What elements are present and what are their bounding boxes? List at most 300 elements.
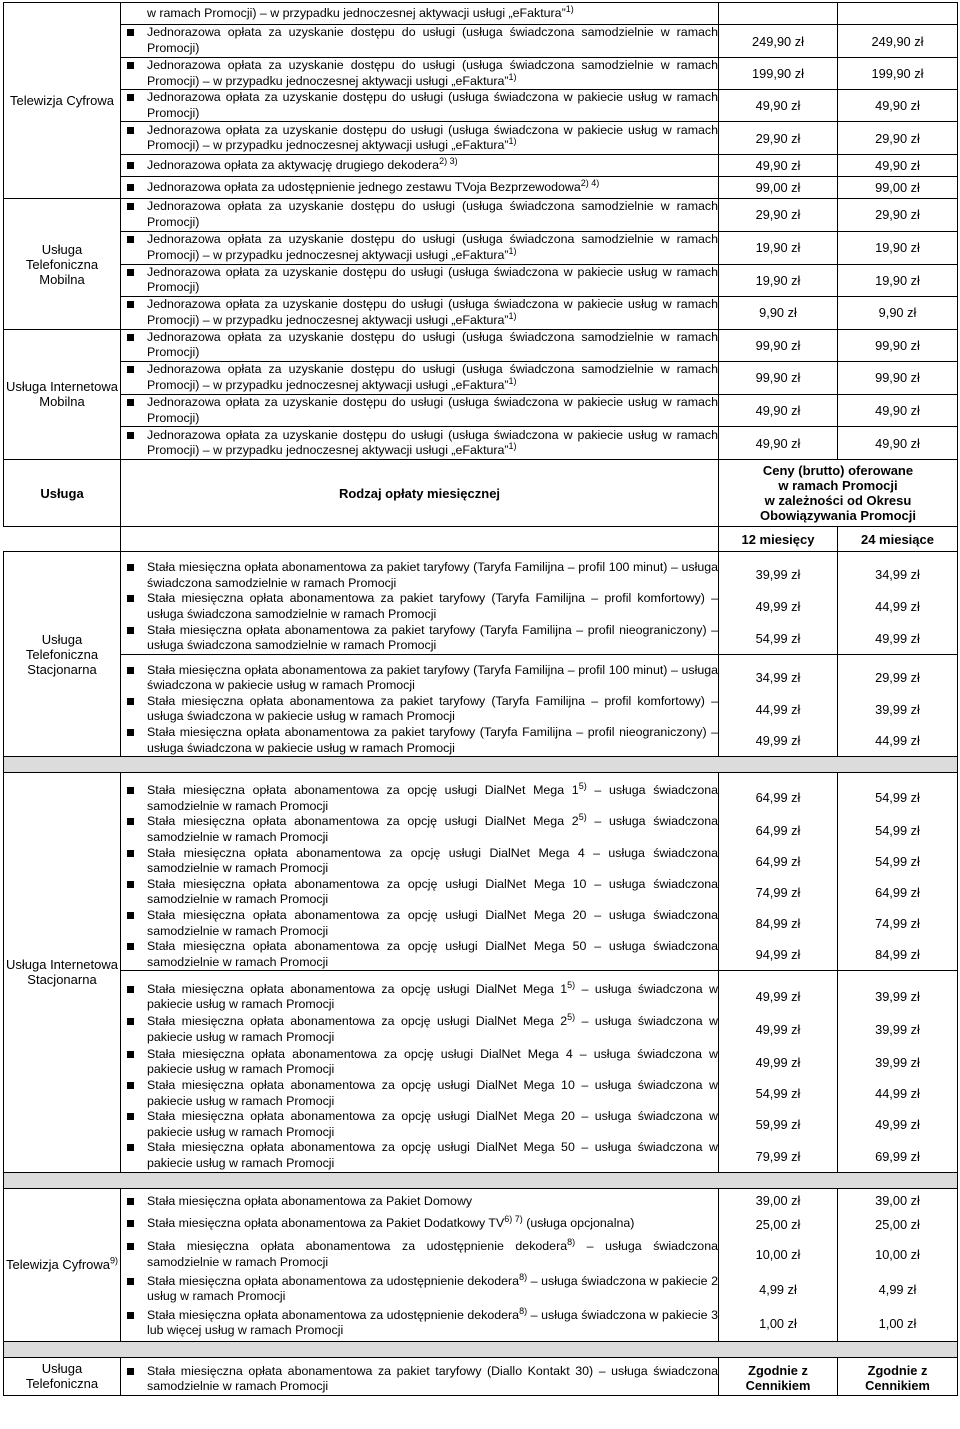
price-value: 54,99 zł	[875, 790, 920, 806]
fee-description	[121, 939, 719, 971]
fee-list	[121, 232, 718, 263]
fee-description	[121, 122, 719, 155]
prices-header-line: w zależności od Okresu	[764, 493, 912, 509]
price-12	[719, 939, 838, 971]
fee-description	[121, 1272, 719, 1306]
price-value: 49,99 zł	[755, 599, 801, 615]
price-24: 199,90 zł	[838, 58, 958, 90]
list-item	[121, 123, 718, 154]
price-24: 99,00 zł	[838, 177, 958, 199]
price-12: 249,90 zł	[719, 25, 838, 58]
item-text-tail: – usługa świadczona w pakiecie usług w ramach Promocji	[147, 1014, 718, 1044]
fee-list	[121, 58, 718, 89]
footnote-ref: 1)	[508, 71, 517, 82]
price-24	[838, 1188, 958, 1211]
price-value: 64,99 zł	[755, 790, 801, 806]
list-item	[121, 58, 718, 89]
price-24	[838, 877, 958, 908]
item-text: Stała miesięczna opłata abonamentowa za opcję usługi DialNet Mega 4 – usługa świadczona samodzielnie w ramach Promocji	[147, 845, 718, 876]
item-text: Stała miesięczna opłata abonamentowa za opcję usługi DialNet Mega 10 – usługa świadczona w pakiecie usług w ramach Promocji	[147, 1078, 718, 1108]
bullet-icon	[127, 698, 134, 705]
item-text-tail: – usługa świadczona w pakiecie 3 lub więcej usług w ramach Promocji	[147, 1307, 718, 1338]
service-name-text: Usługa Internetowa Stacjonarna	[5, 957, 118, 988]
footnote-ref: 1)	[565, 3, 574, 14]
price-12: 49,90 zł	[719, 427, 838, 460]
service-name: Usługa Internetowa Mobilna	[4, 329, 121, 459]
price-value: 10,00 zł	[875, 1247, 920, 1263]
bullet-icon	[127, 184, 134, 191]
table-row	[4, 1140, 958, 1172]
list-item	[121, 90, 718, 121]
price-value: 44,99 zł	[755, 701, 801, 717]
item-text: Stała miesięczna opłata abonamentowa za pakiet taryfowy (Taryfa Familijna – profil nieograniczony) – usługa świadczona w pakiecie usług w ramach Promocji	[147, 725, 718, 755]
footnote-ref: 6) 7)	[504, 1214, 523, 1225]
table-row	[4, 908, 958, 939]
price-12	[719, 591, 838, 622]
item-text: Jednorazowa opłata za aktywację drugiego dekodera	[147, 158, 440, 173]
price-24	[838, 846, 958, 877]
table-row	[4, 846, 958, 877]
footnote-ref: 1)	[508, 310, 517, 321]
fee-list	[121, 25, 718, 56]
bullet-icon	[127, 162, 134, 169]
bullet-icon	[127, 127, 134, 134]
blank-cell	[121, 527, 719, 552]
fee-description	[121, 155, 719, 177]
price-24	[838, 939, 958, 971]
header-row	[4, 460, 958, 527]
price-value: 39,00 zł	[875, 1193, 920, 1209]
item-text-tail: – usługa świadczona w pakiecie 2 usług w ramach Promocji	[147, 1273, 718, 1304]
section-separator	[4, 757, 958, 773]
price-12	[719, 725, 838, 757]
fee-list	[121, 979, 718, 1013]
price-12	[719, 1306, 838, 1341]
price-12	[719, 654, 838, 694]
fee-description	[121, 654, 719, 694]
bullet-icon	[127, 203, 134, 210]
fee-description	[121, 361, 719, 394]
footnote-ref: 5)	[567, 1012, 576, 1023]
bullet-icon	[127, 62, 134, 69]
list-item	[121, 1047, 718, 1078]
service-name	[4, 773, 121, 1172]
item-text: Stała miesięczna opłata abonamentowa za opcję usługi DialNet Mega 50 – usługa świadczona samodzielnie w ramach Promocji	[147, 939, 718, 969]
price-value: 25,00 zł	[755, 1216, 801, 1232]
fee-description	[121, 846, 719, 877]
table-row	[4, 122, 958, 155]
item-text: Stała miesięczna opłata abonamentowa za pakiet taryfowy (Taryfa Familijna – profil komfortowy) – usługa świadczona samodzielnie w ramach Promocji	[147, 591, 718, 621]
price-12	[719, 908, 838, 939]
table-row	[4, 90, 958, 122]
list-item	[121, 330, 718, 361]
price-12	[719, 552, 838, 592]
price-value: 84,99 zł	[755, 916, 801, 932]
price-value: Zgodnie z Cennikiem	[865, 1363, 930, 1394]
price-12: 99,90 zł	[719, 361, 838, 394]
price-value: 49,99 zł	[755, 988, 801, 1004]
price-12: 29,90 zł	[719, 199, 838, 231]
fee-list	[121, 1078, 718, 1109]
fee-list	[121, 560, 718, 591]
price-value: 49,99 zł	[875, 630, 920, 646]
fee-list	[121, 591, 718, 622]
fee-list	[121, 123, 718, 154]
fee-list	[121, 297, 718, 328]
bullet-icon	[127, 269, 134, 276]
fee-description	[121, 1237, 719, 1272]
list-item	[121, 1078, 718, 1109]
service-name-text: Telewizja Cyfrowa	[5, 1257, 111, 1273]
table-row	[4, 296, 958, 329]
price-value: 4,99 zł	[878, 1281, 917, 1297]
fee-description	[121, 877, 719, 908]
item-text: Stała miesięczna opłata abonamentowa za pakiet taryfowy (Diallo Kontakt 30) – usługa świadczona samodzielnie w ramach Promocji	[147, 1363, 718, 1394]
price-12	[719, 3, 838, 25]
price-24: 99,90 zł	[838, 361, 958, 394]
table-row	[4, 773, 958, 815]
fee-description	[121, 1188, 719, 1211]
fee-list	[121, 90, 718, 121]
price-24: 19,90 zł	[838, 264, 958, 296]
price-12	[719, 814, 838, 845]
table-row	[4, 3, 958, 25]
price-24: 9,90 zł	[838, 296, 958, 329]
service-name-text: Usługa Telefoniczna Stacjonarna	[25, 631, 99, 677]
bullet-icon	[127, 29, 134, 36]
item-text: Jednorazowa opłata za uzyskanie dostępu do usługi (usługa świadczona w pakiecie usług w ramach Promocji) – w przypadku jednoczesnej aktywacji usługi „eFaktura”	[147, 297, 718, 327]
price-12	[719, 1047, 838, 1078]
list-item	[121, 297, 718, 328]
item-text: Jednorazowa opłata za uzyskanie dostępu do usługi (usługa świadczona samodzielnie w ramach Promocji) – w przypadku jednoczesnej aktywacji usługi „eFaktura”	[147, 231, 718, 262]
fee-description	[121, 1357, 719, 1395]
service-name: Telewizja Cyfrowa	[4, 3, 121, 199]
bullet-icon	[127, 1278, 134, 1285]
bullet-icon	[127, 627, 134, 634]
list-item	[121, 663, 718, 694]
price-12	[719, 1237, 838, 1272]
bullet-icon	[127, 595, 134, 602]
price-12	[719, 1109, 838, 1140]
footnote-ref: 8)	[519, 1305, 528, 1316]
price-value: 74,99 zł	[755, 884, 801, 900]
column-header-fee-type: Rodzaj opłaty miesięcznej	[121, 460, 719, 527]
fee-list	[121, 663, 718, 694]
fee-description	[121, 1109, 719, 1140]
fee-description	[121, 1078, 719, 1109]
price-24	[838, 1140, 958, 1172]
price-24	[838, 971, 958, 1013]
table-row	[4, 971, 958, 1013]
footnote-ref: 1)	[508, 136, 517, 147]
bullet-icon	[127, 1018, 134, 1025]
fee-description	[121, 199, 719, 231]
price-12	[719, 694, 838, 725]
table-row	[4, 814, 958, 845]
fee-description	[121, 427, 719, 460]
table-row	[4, 1188, 958, 1211]
fee-list	[121, 908, 718, 939]
bullet-icon	[127, 787, 134, 794]
service-name	[4, 552, 121, 757]
list-item	[121, 979, 718, 1013]
price-12	[719, 877, 838, 908]
table-row	[4, 591, 958, 622]
price-12	[719, 1272, 838, 1306]
table-row	[4, 1047, 958, 1078]
price-12: 29,90 zł	[719, 122, 838, 155]
price-24	[838, 1306, 958, 1341]
item-text: Jednorazowa opłata za uzyskanie dostępu do usługi (usługa świadczona w pakiecie usług w ramach Promocji)	[147, 394, 718, 425]
price-value: 49,99 zł	[755, 1054, 801, 1070]
bullet-icon	[127, 334, 134, 341]
table-row	[4, 25, 958, 58]
item-text-tail: (usługa opcjonalna)	[522, 1216, 635, 1231]
list-item	[121, 1271, 718, 1305]
fee-list	[121, 1194, 718, 1210]
table-row	[4, 58, 958, 90]
footnote-ref: 1)	[508, 441, 517, 451]
item-text: Jednorazowa opłata za uzyskanie dostępu do usługi (usługa świadczona samodzielnie w ramach Promocji)	[147, 25, 718, 55]
price-value: 59,99 zł	[755, 1117, 801, 1133]
fee-list	[121, 694, 718, 725]
bullet-icon	[127, 1312, 134, 1319]
item-text: Stała miesięczna opłata abonamentowa za pakiet taryfowy (Taryfa Familijna – profil nieograniczony) – usługa świadczona samodzielnie w ramach Promocji	[147, 622, 718, 653]
price-value: 25,00 zł	[875, 1216, 920, 1232]
item-text: Jednorazowa opłata za uzyskanie dostępu do usługi (usługa świadczona w pakiecie usług w ramach Promocji) – w przypadku jednoczesnej aktywacji usługi „eFaktura”	[147, 122, 718, 153]
price-24: 29,90 zł	[838, 199, 958, 231]
list-item	[121, 814, 718, 845]
fee-list	[121, 846, 718, 877]
fee-list	[121, 1014, 718, 1045]
period-24: 24 miesiące	[838, 527, 958, 552]
item-text: Stała miesięczna opłata abonamentowa za opcję usługi DialNet Mega 4 – usługa świadczona w pakiecie usług w ramach Promocji	[147, 1046, 718, 1077]
fee-list	[121, 362, 718, 393]
table-row	[4, 427, 958, 460]
price-24	[838, 908, 958, 939]
price-24	[838, 1237, 958, 1272]
footnote-ref: 9)	[110, 1255, 119, 1266]
fee-list	[121, 814, 718, 845]
fee-list	[121, 725, 718, 756]
price-12: 19,90 zł	[719, 231, 838, 264]
footnote-ref: 2) 4)	[580, 177, 600, 188]
item-text: Stała miesięczna opłata abonamentowa za udostępnienie dekodera	[147, 1239, 568, 1254]
price-24: 49,90 zł	[838, 155, 958, 177]
price-12	[719, 1357, 838, 1395]
fee-description	[121, 591, 719, 622]
fee-list	[121, 395, 718, 426]
item-text: Stała miesięczna opłata abonamentowa za pakiet taryfowy (Taryfa Familijna – profil komfortowy) – usługa świadczona w pakiecie usług w ramach Promocji	[147, 693, 718, 724]
list-item	[121, 155, 718, 174]
price-12	[719, 1211, 838, 1237]
item-text-tail: – usługa świadczona samodzielnie w ramach Promocji	[147, 1239, 718, 1269]
price-24: 19,90 zł	[838, 231, 958, 264]
table-row	[4, 725, 958, 757]
list-item	[121, 725, 718, 756]
table-row	[4, 1357, 958, 1395]
price-value: 39,99 zł	[875, 701, 920, 717]
price-12	[719, 1188, 838, 1211]
table-row	[4, 177, 958, 199]
table-row	[4, 199, 958, 231]
price-12	[719, 1078, 838, 1109]
item-text: Jednorazowa opłata za uzyskanie dostępu do usługi (usługa świadczona samodzielnie w ramach Promocji) – w przypadku jednoczesnej aktywacji usługi „eFaktura”	[147, 58, 718, 88]
list-item	[121, 591, 718, 622]
item-text: Stała miesięczna opłata abonamentowa za Pakiet Dodatkowy TV	[147, 1216, 505, 1231]
bullet-icon	[127, 667, 134, 674]
service-name-text: Usługa Telefoniczna	[25, 1361, 99, 1392]
price-value: 74,99 zł	[875, 916, 920, 932]
price-24	[838, 591, 958, 622]
fee-list	[121, 330, 718, 361]
item-text: Jednorazowa opłata za uzyskanie dostępu do usługi (usługa świadczona samodzielnie w ramach Promocji) – w przypadku jednoczesnej aktywacji usługi „eFaktura”	[147, 362, 718, 392]
fee-description	[121, 90, 719, 122]
list-item	[121, 1194, 718, 1210]
table-row	[4, 1306, 958, 1341]
fee-description	[121, 1211, 719, 1237]
fee-description	[121, 725, 719, 757]
price-12: 49,90 zł	[719, 90, 838, 122]
price-value: 54,99 zł	[875, 822, 920, 838]
table-row	[4, 1237, 958, 1272]
item-text: Stała miesięczna opłata abonamentowa za opcję usługi DialNet Mega 10 – usługa świadczona samodzielnie w ramach Promocji	[147, 876, 718, 907]
fee-description	[121, 25, 719, 58]
item-text-tail: – usługa świadczona w pakiecie usług w ramach Promocji	[147, 981, 718, 1012]
price-value: 64,99 zł	[755, 853, 801, 869]
item-text: Jednorazowa opłata za udostępnienie jednego zestawu TVoja Bezprzewodowa	[147, 180, 581, 195]
footnote-ref: 5)	[578, 781, 587, 792]
price-value: 39,99 zł	[875, 1054, 920, 1070]
fee-list	[121, 783, 718, 814]
item-text: Stała miesięczna opłata abonamentowa za opcję usługi DialNet Mega 50 – usługa świadczona w pakiecie usług w ramach Promocji	[147, 1140, 718, 1171]
price-24	[838, 773, 958, 815]
list-item	[121, 1109, 718, 1140]
service-name	[4, 1357, 121, 1395]
fee-description	[121, 1047, 719, 1078]
bullet-icon	[127, 1198, 134, 1205]
price-12: 9,90 zł	[719, 296, 838, 329]
price-24: 29,90 zł	[838, 122, 958, 155]
column-header-prices	[719, 460, 958, 527]
table-row	[4, 361, 958, 394]
list-item	[121, 3, 718, 22]
fee-list	[121, 1047, 718, 1078]
footnote-ref: 2) 3)	[439, 155, 458, 166]
column-header-service: Usługa	[4, 460, 121, 527]
list-item	[121, 232, 718, 263]
price-24	[838, 1357, 958, 1395]
list-item	[121, 623, 718, 654]
fee-list	[121, 1140, 718, 1171]
fee-list	[121, 1271, 718, 1305]
period-row	[4, 527, 958, 552]
table-row	[4, 264, 958, 296]
fee-list	[121, 3, 718, 22]
item-text: Stała miesięczna opłata abonamentowa za opcję usługi DialNet Mega 2	[147, 814, 579, 829]
table-row	[4, 877, 958, 908]
table-row	[4, 394, 958, 426]
service-name	[4, 1188, 121, 1341]
footnote-ref: 1)	[508, 375, 517, 386]
bullet-icon	[127, 850, 134, 857]
bullet-icon	[127, 399, 134, 406]
list-item	[121, 939, 718, 970]
item-text: Jednorazowa opłata za uzyskanie dostępu do usługi (usługa świadczona samodzielnie w ramach Promocji)	[147, 329, 718, 360]
bullet-icon	[127, 943, 134, 950]
price-value: 49,99 zł	[755, 733, 801, 749]
list-item	[121, 1014, 718, 1045]
list-item	[121, 1140, 718, 1171]
bullet-icon	[127, 881, 134, 888]
bullet-icon	[127, 1144, 134, 1151]
table-row	[4, 1078, 958, 1109]
item-text: w ramach Promocji) – w przypadku jednoczesnej aktywacji usługi „eFaktura”	[147, 5, 566, 20]
price-value: 54,99 zł	[755, 630, 801, 646]
price-24	[838, 1272, 958, 1306]
list-item	[121, 395, 718, 426]
bullet-icon	[127, 912, 134, 919]
footnote-ref: 1)	[508, 245, 517, 256]
table-row	[4, 1109, 958, 1140]
price-12	[719, 623, 838, 655]
table-row	[4, 939, 958, 971]
table-row	[4, 1013, 958, 1047]
price-12: 199,90 zł	[719, 58, 838, 90]
fee-description	[121, 773, 719, 815]
list-item	[121, 846, 718, 877]
item-text-tail: – usługa świadczona samodzielnie w ramach Promocji	[147, 814, 718, 845]
price-24	[838, 654, 958, 694]
period-12: 12 miesięcy	[719, 527, 838, 552]
fee-description	[121, 177, 719, 199]
fee-list	[121, 1364, 718, 1395]
item-text: Jednorazowa opłata za uzyskanie dostępu do usługi (usługa świadczona samodzielnie w ramach Promocji)	[147, 199, 718, 229]
bullet-icon	[127, 301, 134, 308]
fee-description	[121, 814, 719, 845]
list-item	[121, 783, 718, 814]
price-value: 94,99 zł	[755, 947, 801, 963]
bullet-icon	[127, 1243, 134, 1250]
price-12	[719, 1140, 838, 1172]
price-12	[719, 971, 838, 1013]
prices-header-line: w ramach Promocji	[778, 478, 898, 494]
list-item	[121, 428, 718, 459]
price-value: 44,99 zł	[875, 1086, 920, 1102]
price-24	[838, 1047, 958, 1078]
fee-description	[121, 971, 719, 1013]
list-item	[121, 694, 718, 725]
list-item	[121, 877, 718, 908]
footnote-ref: 5)	[578, 812, 587, 823]
price-24	[838, 1109, 958, 1140]
service-name: Usługa Telefoniczna Mobilna	[4, 199, 121, 329]
price-value: 64,99 zł	[875, 884, 920, 900]
fee-description	[121, 1013, 719, 1047]
item-text: Stała miesięczna opłata abonamentowa za opcję usługi DialNet Mega 20 – usługa świadczona samodzielnie w ramach Promocji	[147, 908, 718, 938]
bullet-icon	[127, 432, 134, 439]
price-12: 99,00 zł	[719, 177, 838, 199]
item-text: Stała miesięczna opłata abonamentowa za pakiet taryfowy (Taryfa Familijna – profil 100 minut) – usługa świadczona samodzielnie w ramach Promocji	[147, 560, 718, 590]
list-item	[121, 25, 718, 56]
price-12: 99,90 zł	[719, 329, 838, 361]
table-row	[4, 231, 958, 264]
separator-cell	[4, 757, 958, 773]
price-24: 49,90 zł	[838, 90, 958, 122]
item-text: Stała miesięczna opłata abonamentowa za udostępnienie dekodera	[147, 1307, 520, 1322]
price-24	[838, 814, 958, 845]
prices-header-line: Obowiązywania Promocji	[759, 508, 917, 524]
